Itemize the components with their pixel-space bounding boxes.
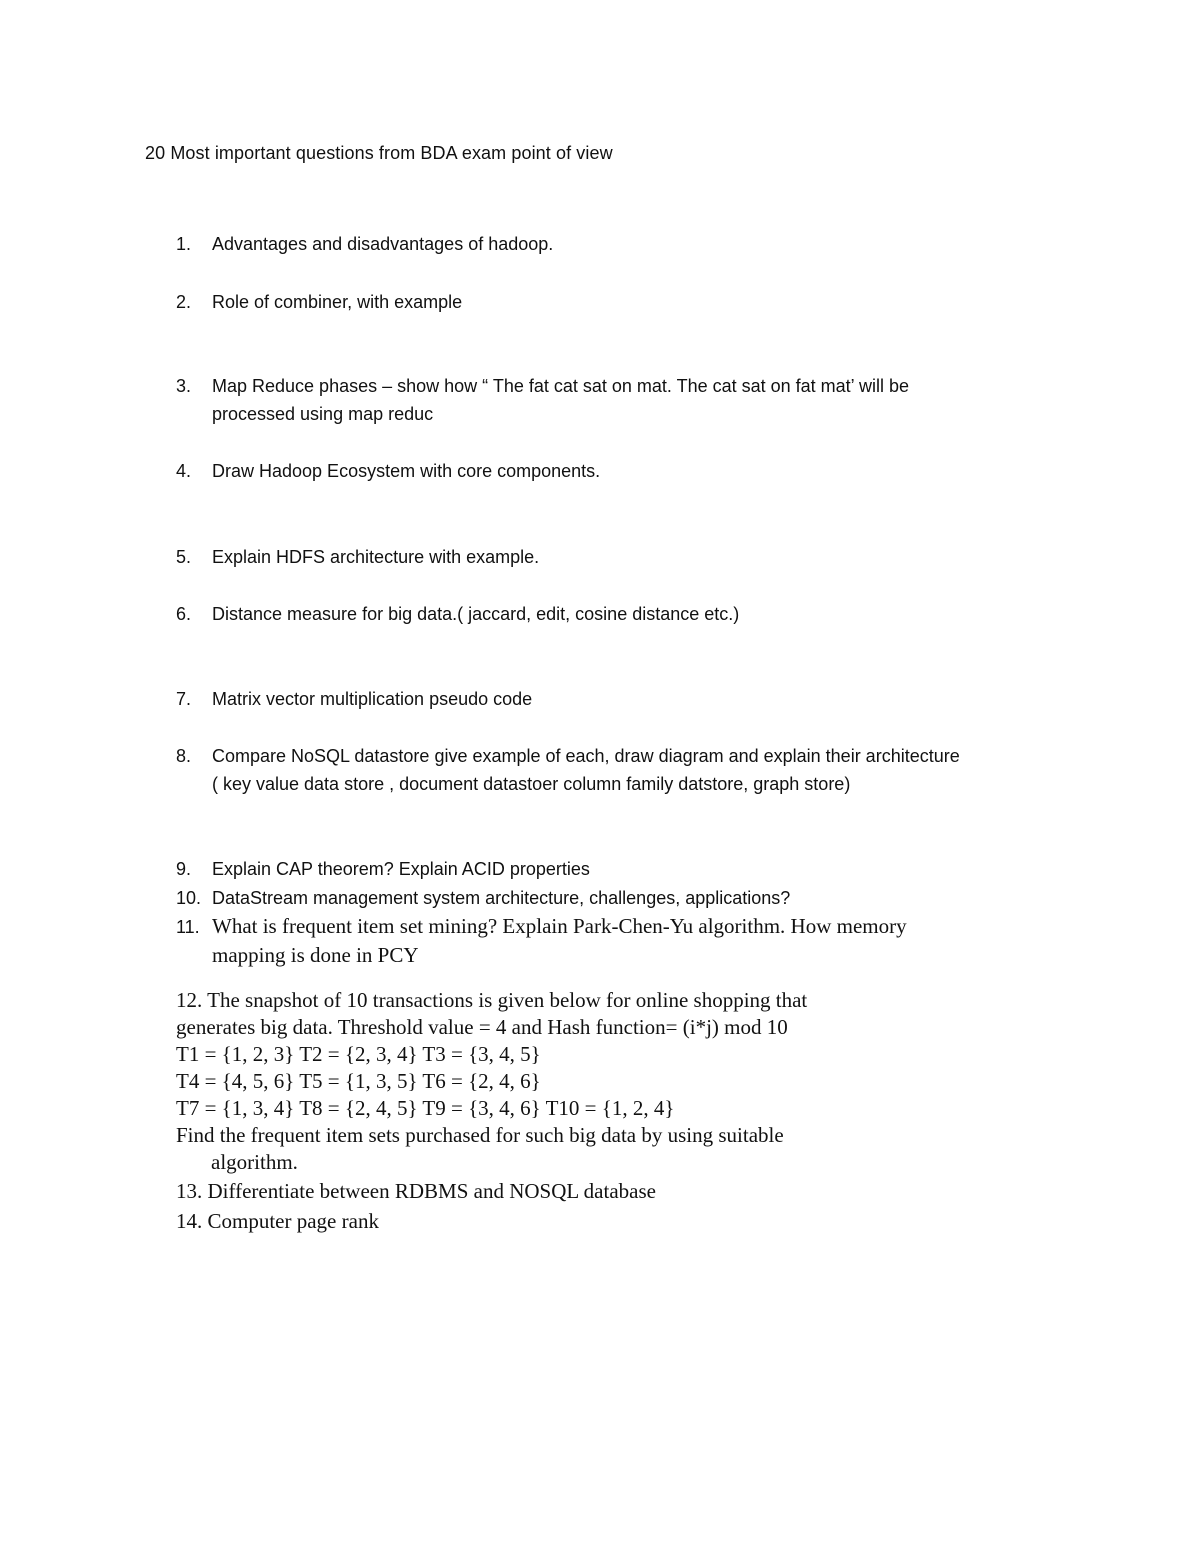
question-14: 14. Computer page rank	[176, 1209, 379, 1233]
item-line: DataStream management system architecture, challenges, applications?	[212, 888, 791, 908]
question-12-line: 12. The snapshot of 10 transactions is given below for online shopping that	[176, 988, 808, 1012]
item-number: 6.	[176, 604, 192, 624]
item-number: 3.	[176, 376, 192, 396]
question-12-line: generates big data. Threshold value = 4 and Hash function= (i*j) mod 10	[176, 1015, 788, 1039]
question-12-line: Find the frequent item sets purchased for such big data by using suitable	[176, 1123, 784, 1147]
item-line: Draw Hadoop Ecosystem with core components.	[212, 461, 601, 481]
item-text	[212, 543, 539, 571]
item-number: 1.	[176, 234, 192, 254]
item-number: 2.	[176, 292, 192, 312]
item-text	[212, 884, 790, 912]
item-text	[212, 230, 553, 258]
item-line: Explain HDFS architecture with example.	[212, 547, 540, 567]
item-text	[212, 600, 739, 628]
item-line: mapping is done in PCY	[212, 943, 419, 967]
item-line: Advantages and disadvantages of hadoop.	[212, 234, 554, 254]
page-title: 20 Most important questions from BDA exam point of view	[145, 143, 613, 163]
item-line: ( key value data store , document datastoer column family datstore, graph store)	[212, 774, 851, 794]
item-number: 4.	[176, 461, 192, 481]
item-line: Explain CAP theorem? Explain ACID properties	[212, 859, 590, 879]
item-text	[212, 372, 909, 428]
item-text	[212, 742, 960, 798]
item-number: 11.	[176, 917, 200, 937]
item-line: Role of combiner, with example	[212, 292, 463, 312]
item-number: 10.	[176, 888, 202, 908]
item-text	[212, 855, 590, 883]
item-number: 5.	[176, 547, 192, 567]
item-number: 8.	[176, 746, 192, 766]
item-line: Map Reduce phases – show how “ The fat cat sat on mat. The cat sat on fat mat’ will be	[212, 376, 910, 396]
item-number: 7.	[176, 689, 192, 709]
item-text	[212, 288, 462, 316]
transactions-line: T4 = {4, 5, 6} T5 = {1, 3, 5} T6 = {2, 4, 6}	[176, 1069, 541, 1093]
item-line: Matrix vector multiplication pseudo code	[212, 689, 533, 709]
item-text	[212, 457, 600, 485]
item-line: Distance measure for big data.( jaccard, edit, cosine distance etc.)	[212, 604, 740, 624]
question-13: 13. Differentiate between RDBMS and NOSQL database	[176, 1179, 656, 1203]
item-line: What is frequent item set mining? Explain Park-Chen-Yu algorithm. How memory	[212, 914, 907, 938]
question-12-continuation: algorithm.	[211, 1150, 298, 1174]
item-text	[212, 912, 907, 970]
transactions-line: T1 = {1, 2, 3} T2 = {2, 3, 4} T3 = {3, 4, 5}	[176, 1042, 541, 1066]
item-line: processed using map reduc	[212, 404, 434, 424]
transactions-line: T7 = {1, 3, 4} T8 = {2, 4, 5} T9 = {3, 4, 6} T10 = {1, 2, 4}	[176, 1096, 675, 1120]
item-line: Compare NoSQL datastore give example of each, draw diagram and explain their architecture	[212, 746, 960, 766]
item-number: 9.	[176, 859, 192, 879]
item-text	[212, 685, 532, 713]
